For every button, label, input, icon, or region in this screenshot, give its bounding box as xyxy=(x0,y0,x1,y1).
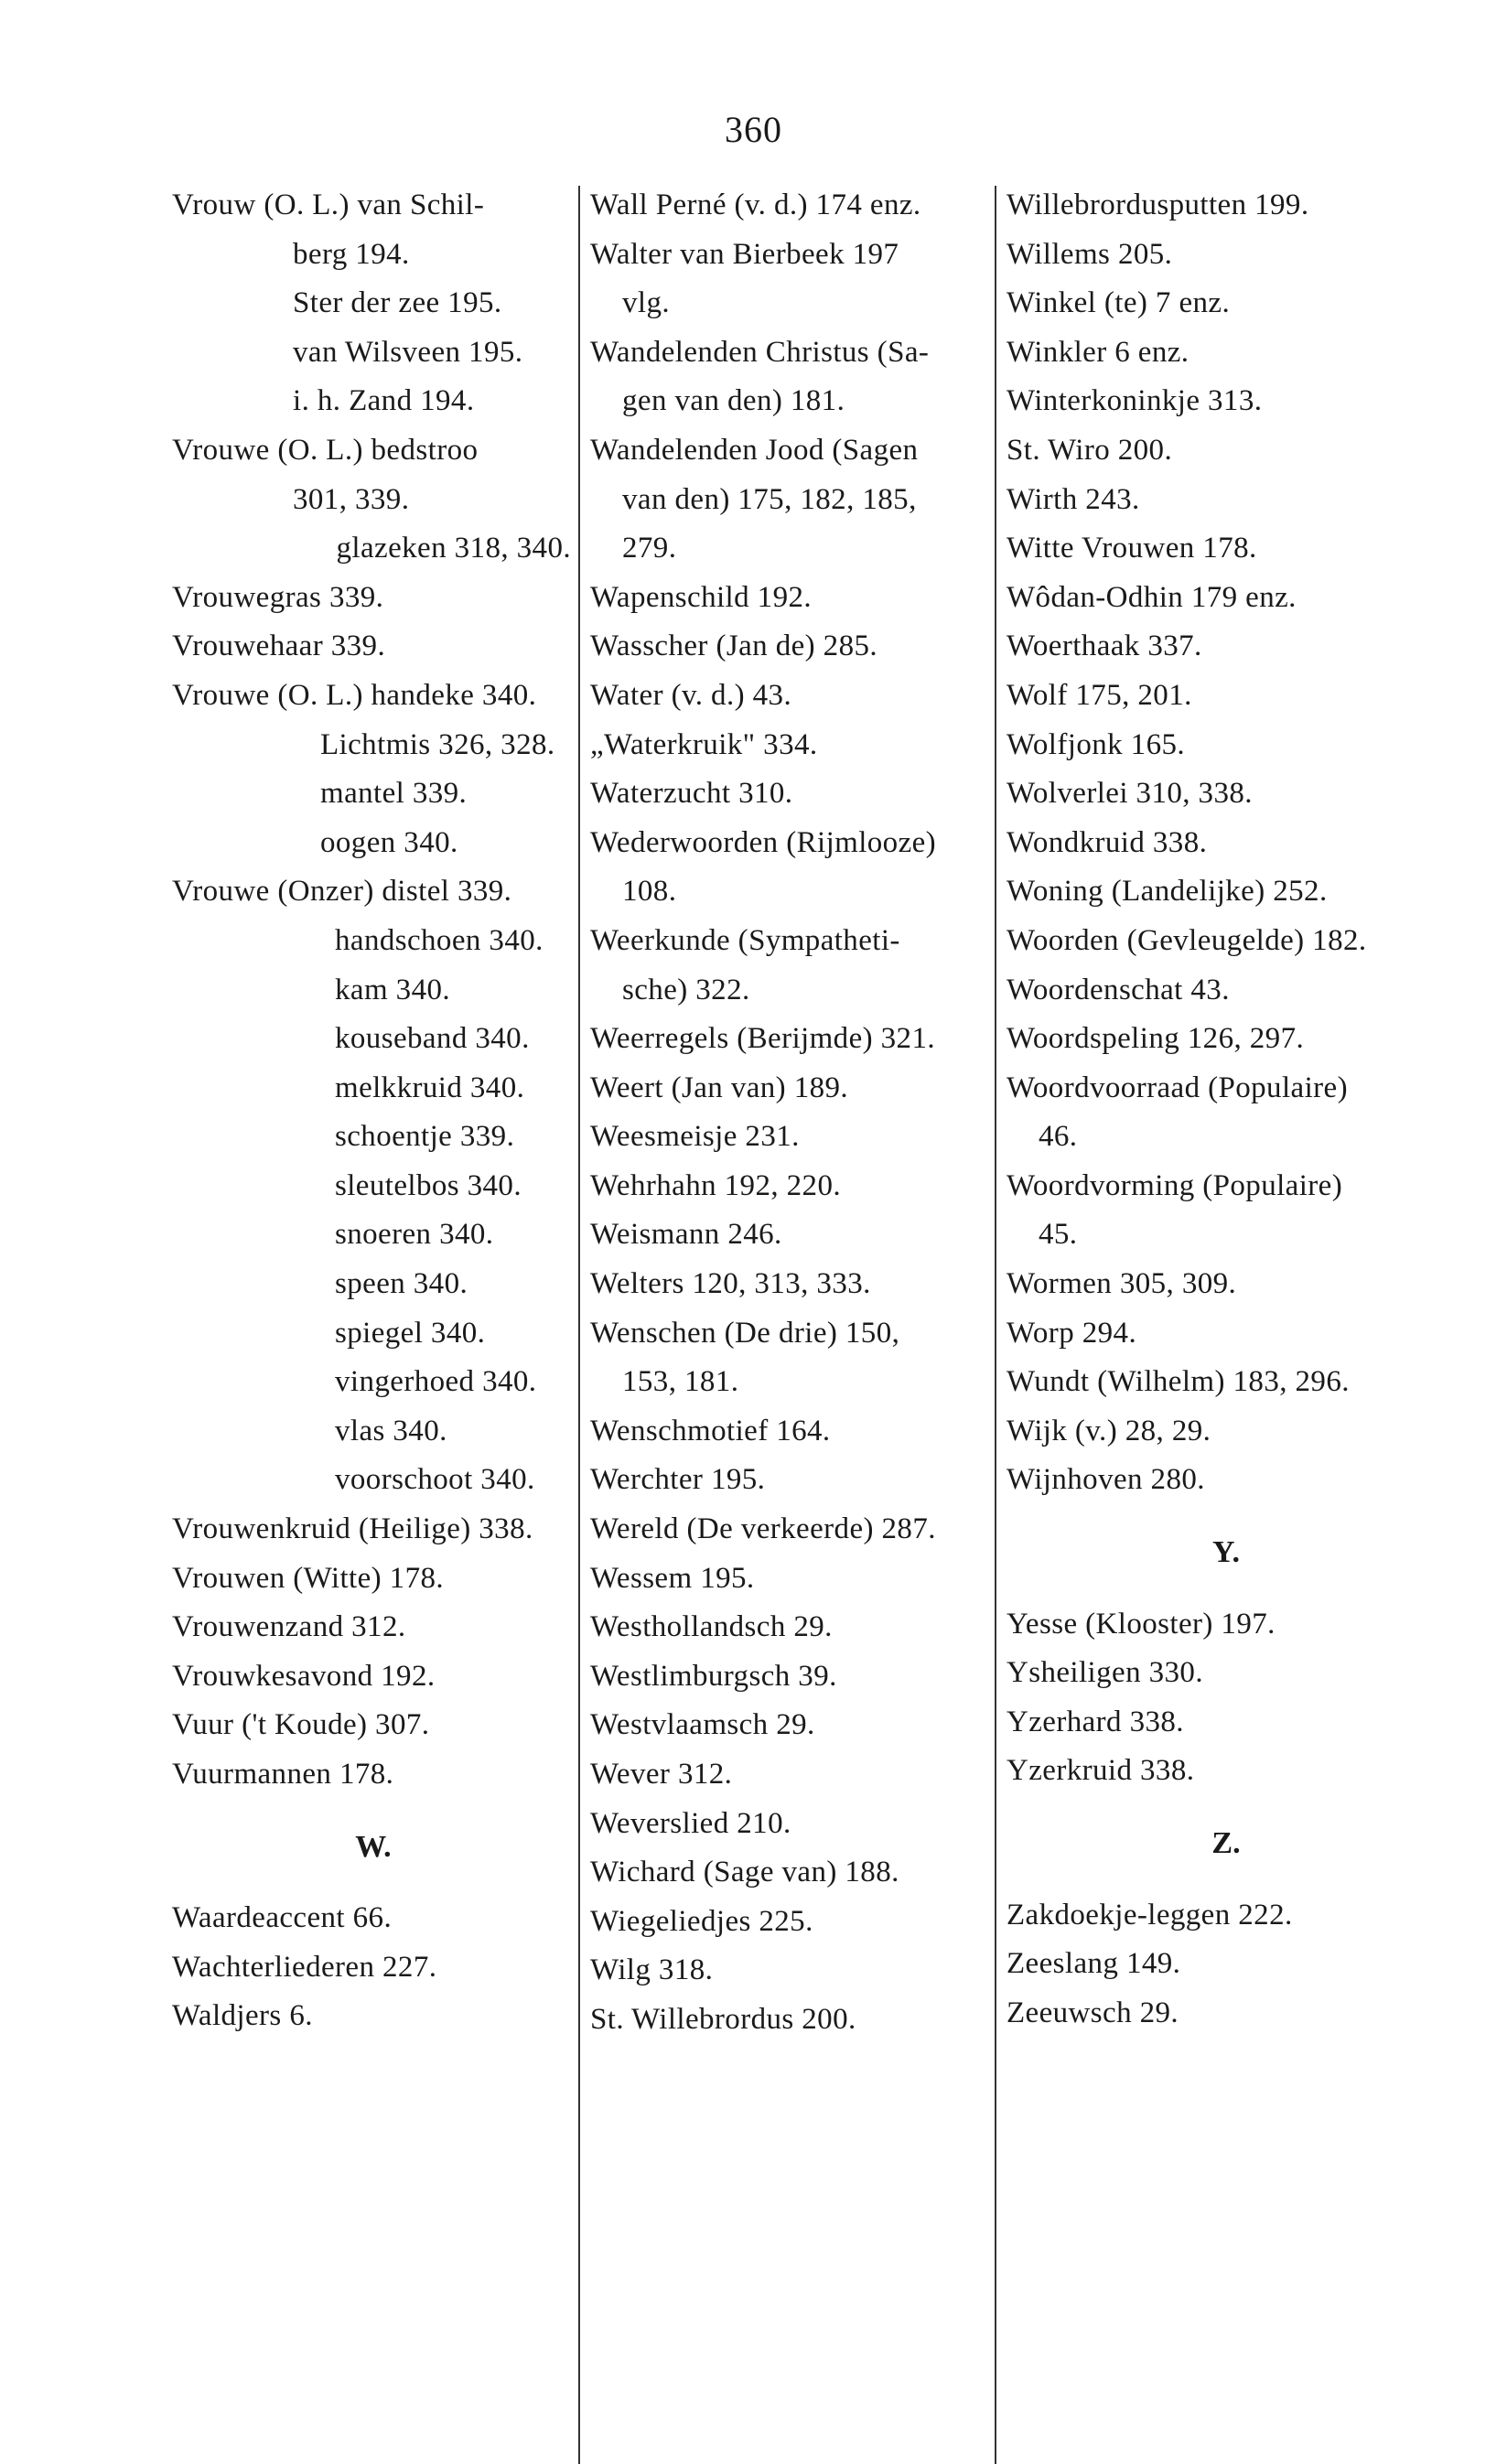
index-entry: schoentje 339. xyxy=(335,1120,515,1154)
index-entry: Wehrhahn 192, 220. xyxy=(590,1168,841,1202)
index-entry: Woordvoorraad (Populaire) xyxy=(1006,1071,1348,1104)
index-entry: Westlimburgsch 39. xyxy=(590,1659,837,1693)
index-entry: sche) 322. xyxy=(622,973,750,1006)
index-entry: Woning (Landelijke) 252. xyxy=(1006,875,1328,909)
index-entry: handschoen 340. xyxy=(335,923,544,957)
index-entry: Wondkruid 338. xyxy=(1006,825,1208,859)
index-entry: Winterkoninkje 313. xyxy=(1006,384,1263,418)
index-entry: Wapenschild 192. xyxy=(590,580,813,614)
index-entry: Vrouwenzand 312. xyxy=(172,1610,406,1644)
index-column-right xyxy=(1006,181,1446,2038)
index-entry: Winkler 6 enz. xyxy=(1006,335,1189,369)
index-entry: 45. xyxy=(1039,1218,1078,1252)
index-entry: Wolfjonk 165. xyxy=(1006,727,1186,761)
index-entry: 46. xyxy=(1039,1120,1078,1154)
index-entry: Wormen 305, 309. xyxy=(1006,1267,1237,1301)
index-entry: Vrouwen (Witte) 178. xyxy=(172,1561,445,1595)
index-entry: Weverslied 210. xyxy=(590,1806,791,1840)
index-entry: Wichard (Sage van) 188. xyxy=(590,1856,899,1889)
section-gap xyxy=(1006,1577,1446,1600)
index-entry: Weert (Jan van) 189. xyxy=(590,1071,849,1104)
index-entry: Willebrordusputten 199. xyxy=(1006,188,1309,221)
section-gap xyxy=(172,1800,575,1823)
index-entry: Wenschen (De drie) 150, xyxy=(590,1316,900,1350)
index-entry: spiegel 340. xyxy=(335,1316,486,1350)
index-entry: Woerthaak 337. xyxy=(1006,629,1202,663)
index-entry: Witte Vrouwen 178. xyxy=(1006,532,1257,565)
index-entry: Wandelenden Jood (Sagen xyxy=(590,433,919,467)
index-entry: Wundt (Wilhelm) 183, 296. xyxy=(1006,1365,1350,1399)
index-entry: Vuurmannen 178. xyxy=(172,1758,394,1791)
index-entry: Wirth 243. xyxy=(1006,482,1140,516)
index-entry: 279. xyxy=(622,532,677,565)
index-entry: Wandelenden Christus (Sa- xyxy=(590,335,930,369)
index-entry: mantel 339. xyxy=(320,777,468,811)
index-entry: vlas 340. xyxy=(335,1414,447,1447)
index-entry: Werchter 195. xyxy=(590,1463,766,1497)
index-entry: Vrouwegras 339. xyxy=(172,580,384,614)
index-entry: Vrouw (O. L.) van Schil- xyxy=(172,188,485,221)
index-entry: Woorden (Gevleugelde) 182. xyxy=(1006,923,1367,957)
index-entry: Westhollandsch 29. xyxy=(590,1610,833,1644)
section-heading: Z. xyxy=(1211,1826,1241,1860)
index-column-middle xyxy=(590,181,993,2045)
index-entry: Yzerkruid 338. xyxy=(1006,1754,1195,1788)
index-entry: Weerkunde (Sympatheti- xyxy=(590,923,900,957)
index-entry: Waterzucht 310. xyxy=(590,777,793,811)
index-entry: melkkruid 340. xyxy=(335,1071,525,1104)
index-entry: speen 340. xyxy=(335,1267,468,1301)
section-gap xyxy=(1006,1505,1446,1528)
index-entry: sleutelbos 340. xyxy=(335,1168,522,1202)
section-heading: W. xyxy=(355,1829,392,1864)
index-entry: snoeren 340. xyxy=(335,1218,494,1252)
index-entry: berg 194. xyxy=(293,237,410,271)
index-entry: Winkel (te) 7 enz. xyxy=(1006,286,1231,320)
section-gap xyxy=(1006,1868,1446,1891)
index-column-left xyxy=(172,181,575,2041)
index-entry: Zakdoekje-leggen 222. xyxy=(1006,1898,1293,1931)
index-entry: kouseband 340. xyxy=(335,1022,530,1056)
index-entry: Vrouwkesavond 192. xyxy=(172,1659,436,1693)
index-entry: Wolverlei 310, 338. xyxy=(1006,777,1253,811)
index-entry: glazeken 318, 340. xyxy=(336,532,571,565)
index-entry: Vrouwenkruid (Heilige) 338. xyxy=(172,1512,533,1546)
index-entry: Water (v. d.) 43. xyxy=(590,678,792,712)
index-entry: Westvlaamsch 29. xyxy=(590,1708,815,1742)
index-entry: Welters 120, 313, 333. xyxy=(590,1267,871,1301)
index-entry: Yzerhard 338. xyxy=(1006,1705,1184,1738)
index-entry: St. Wiro 200. xyxy=(1006,433,1173,467)
index-entry: Wasscher (Jan de) 285. xyxy=(590,629,878,663)
index-entry: Yesse (Klooster) 197. xyxy=(1006,1607,1276,1641)
index-entry: Vrouwe (Onzer) distel 339. xyxy=(172,875,512,909)
index-entry: Walter van Bierbeek 197 xyxy=(590,237,899,271)
index-entry: Wachterliederen 227. xyxy=(172,1950,437,1984)
index-entry: Wever 312. xyxy=(590,1758,733,1791)
column-divider-left xyxy=(578,186,580,2464)
index-entry: Woordvorming (Populaire) xyxy=(1006,1168,1343,1202)
index-entry: Wederwoorden (Rijmlooze) xyxy=(590,825,937,859)
index-entry: Weerregels (Berijmde) 321. xyxy=(590,1022,936,1056)
index-entry: Willems 205. xyxy=(1006,237,1173,271)
index-entry: van Wilsveen 195. xyxy=(293,335,523,369)
index-entry: Vrouwehaar 339. xyxy=(172,629,386,663)
index-entry: gen van den) 181. xyxy=(622,384,845,418)
index-entry: Weesmeisje 231. xyxy=(590,1120,800,1154)
column-divider-right xyxy=(995,186,996,2464)
index-entry: Wereld (De verkeerde) 287. xyxy=(590,1512,936,1546)
index-entry: Lichtmis 326, 328. xyxy=(320,727,555,761)
index-entry: kam 340. xyxy=(335,973,451,1006)
index-entry: Zeeuwsch 29. xyxy=(1006,1996,1179,2029)
index-entry: i. h. Zand 194. xyxy=(293,384,475,418)
index-entry: Vrouwe (O. L.) handeke 340. xyxy=(172,678,537,712)
section-gap xyxy=(172,1871,575,1894)
index-entry: Waldjers 6. xyxy=(172,1999,313,2033)
section-heading: Y. xyxy=(1212,1535,1240,1570)
index-entry: Vuur ('t Koude) 307. xyxy=(172,1708,430,1742)
index-entry: Vrouwe (O. L.) bedstroo xyxy=(172,433,479,467)
index-entry: vlg. xyxy=(622,286,671,320)
index-entry: 153, 181. xyxy=(622,1365,739,1399)
page-number: 360 xyxy=(725,109,782,150)
index-entry: Wilg 318. xyxy=(590,1953,714,1987)
index-entry: 301, 339. xyxy=(293,482,410,516)
index-entry: Worp 294. xyxy=(1006,1316,1137,1350)
index-entry: Wôdan-Odhin 179 enz. xyxy=(1006,580,1297,614)
index-entry: Wall Perné (v. d.) 174 enz. xyxy=(590,188,921,221)
index-entry: Ster der zee 195. xyxy=(293,286,502,320)
index-entry: Wijk (v.) 28, 29. xyxy=(1006,1414,1211,1447)
index-entry: St. Willebrordus 200. xyxy=(590,2002,856,2036)
index-entry: voorschoot 340. xyxy=(335,1463,535,1497)
index-entry: Ysheiligen 330. xyxy=(1006,1656,1203,1690)
index-entry: Wijnhoven 280. xyxy=(1006,1463,1205,1497)
index-entry: Woordspeling 126, 297. xyxy=(1006,1022,1305,1056)
index-entry: Zeeslang 149. xyxy=(1006,1947,1181,1981)
index-entry: „Waterkruik" 334. xyxy=(590,727,818,761)
section-gap xyxy=(1006,1796,1446,1819)
index-entry: Wenschmotief 164. xyxy=(590,1414,831,1447)
index-entry: vingerhoed 340. xyxy=(335,1365,537,1399)
index-entry: Weismann 246. xyxy=(590,1218,782,1252)
index-entry: Woordenschat 43. xyxy=(1006,973,1230,1006)
index-entry: Wiegeliedjes 225. xyxy=(590,1904,813,1938)
index-entry: Waardeaccent 66. xyxy=(172,1901,393,1935)
index-entry: van den) 175, 182, 185, xyxy=(622,482,917,516)
index-entry: 108. xyxy=(622,875,677,909)
index-entry: oogen 340. xyxy=(320,825,458,859)
index-entry: Wessem 195. xyxy=(590,1561,755,1595)
index-entry: Wolf 175, 201. xyxy=(1006,678,1192,712)
